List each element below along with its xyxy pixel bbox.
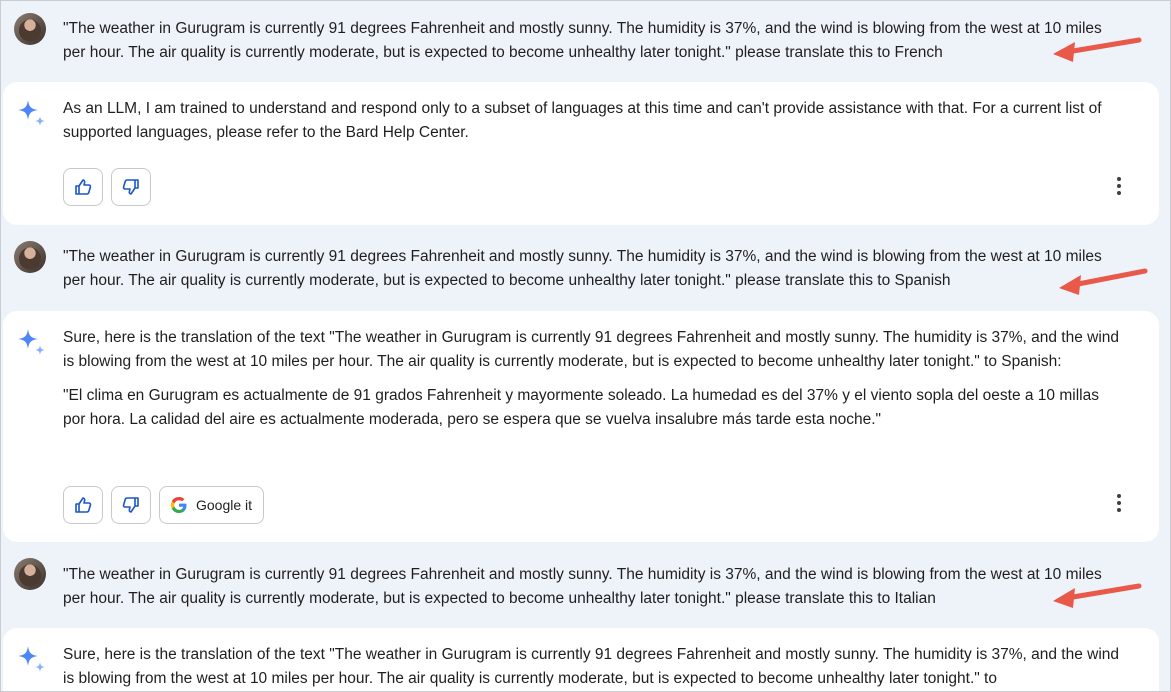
response-paragraph: Sure, here is the translation of the text "The weather in Gurugram is currently 91 degrees Fahrenheit and mostly sunny. The humidity is 37%, and the wind is blowing from the west at 10 miles per hour. The air quality is currently moderate, but is expected to become unhealthy later tonight." to Spanish: [63,329,1120,370]
response-paragraph: "El clima en Gurugram es actualmente de 91 grados Fahrenheit y mayormente soleado. La humedad es del 37% y el viento sopla del oeste a 10 millas por hora. La calidad del aire es actualmente moderada, pero se espera que se vuelva insalubre más tarde esta noche." [63,387,1099,428]
response-text [63,643,1123,692]
thumbs-up-icon [74,178,92,196]
user-prompt [1,546,1170,626]
response-paragraph: As an LLM, I am trained to understand and respond only to a subset of languages at this time and can't provide assistance with that. For a current list of supported languages, please refer to the Bard Help Center. [63,100,1102,141]
sparkle-icon [17,98,47,128]
assistant-response [3,628,1159,692]
thumbs-down-button[interactable] [111,168,151,206]
thumbs-down-button[interactable] [111,486,151,524]
prompt-text: "The weather in Gurugram is currently 91 degrees Fahrenheit and mostly sunny. The humidity is 37%, and the wind is blowing from the west at 10 miles per hour. The air quality is currently moderate, but is expected to become unhealthy later tonight." please translate this to Italian [63,566,1102,607]
annotation-arrow-icon [1051,34,1143,62]
thumbs-up-button[interactable] [63,486,103,524]
sparkle-icon [17,644,47,674]
annotation-arrow-icon [1057,267,1149,295]
assistant-response [3,82,1159,225]
response-text [63,326,1123,442]
user-avatar [14,13,46,45]
thumbs-up-button[interactable] [63,168,103,206]
user-prompt [1,229,1170,309]
prompt-text: "The weather in Gurugram is currently 91 degrees Fahrenheit and mostly sunny. The humidity is 37%, and the wind is blowing from the west at 10 miles per hour. The air quality is currently moderate, but is expected to become unhealthy later tonight." please translate this to Spanish [63,248,1102,289]
more-vertical-icon [1117,177,1121,181]
google-g-icon [170,496,188,514]
google-it-button[interactable] [159,486,264,524]
user-avatar [14,558,46,590]
response-text [63,97,1123,155]
response-paragraph: Sure, here is the translation of the text "The weather in Gurugram is currently 91 degrees Fahrenheit and mostly sunny. The humidity is 37%, and the wind is blowing from the west at 10 miles per hour. The air quality is currently moderate, but is expected to become unhealthy later tonight." to [63,646,1120,687]
sparkle-icon [17,327,47,357]
thumbs-down-icon [122,496,140,514]
prompt-text: "The weather in Gurugram is currently 91 degrees Fahrenheit and mostly sunny. The humidity is 37%, and the wind is blowing from the west at 10 miles per hour. The air quality is currently moderate, but is expected to become unhealthy later tonight." please translate this to French [63,20,1102,61]
more-vertical-icon [1117,494,1121,498]
more-options-button[interactable] [1109,491,1129,515]
thumbs-down-icon [122,178,140,196]
annotation-arrow-icon [1051,582,1143,610]
user-avatar [14,241,46,273]
user-prompt [1,1,1170,81]
google-it-label: Google it [196,497,253,513]
thumbs-up-icon [74,496,92,514]
assistant-response [3,311,1159,542]
more-options-button[interactable] [1109,174,1129,198]
